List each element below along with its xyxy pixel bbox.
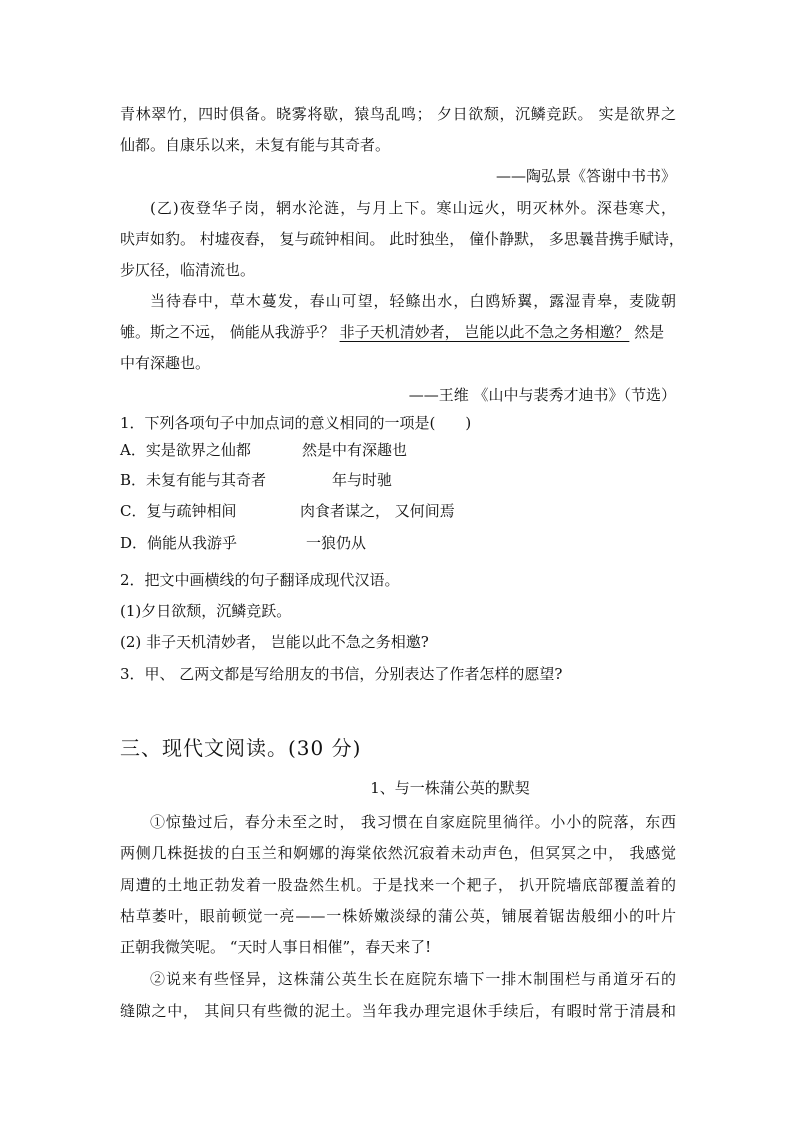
- passage-a-source: ——陶弘景《答谢中书书》: [495, 167, 676, 185]
- question-2-part-2: (2) 非子天机清妙者， 岂能以此不急之务相邀?: [120, 633, 429, 651]
- paragraph-2-line-1: ②说来有些怪异，这株蒲公英生长在庭院东墙下一排木制围栏与甬道牙石的: [150, 970, 676, 988]
- section-3-heading: 三、现代文阅读。(30 分): [120, 736, 362, 760]
- question-1: 1．下列各项句子中加点词的意义相同的一项是( ): [120, 414, 472, 432]
- passage-b-line-5-start: 雊。斯之不远， 倘能从我游乎？: [120, 323, 335, 341]
- paragraph-1-line-5: 正朝我微笑呢。 “天时人事日相催”，春天来了!: [120, 938, 432, 956]
- question-1-option-a: [120, 439, 676, 461]
- option-c-left: C．复与疏钟相间: [120, 502, 237, 520]
- paragraph-1-line-4: 枯草萎叶，眼前顿觉一亮——一株娇嫩淡绿的蒲公英，铺展着锯齿般细小的叶片: [120, 907, 676, 925]
- passage-b-line-4: 当待春中，草木蔓发，春山可望，轻鲦出水，白鸥矫翼，露湿青皋，麦陇朝: [150, 292, 676, 310]
- paragraph-1-line-3: 周遭的土地正勃发着一股盎然生机。于是找来一个耙子， 扒开院墙底部覆盖着的: [120, 876, 676, 894]
- underlined-sentence: 非子天机清妙者， 岂能以此不急之务相邀？: [339, 323, 630, 341]
- passage-b-line-5: [120, 321, 676, 343]
- option-b-left: B．未复有能与其奇者: [120, 471, 267, 489]
- passage-b-line-2: 吠声如豹。 村墟夜舂， 复与疏钟相间。 此时独坐， 僮仆静默， 多思曩昔携手赋诗，: [120, 230, 684, 248]
- question-1-option-d: [120, 532, 676, 554]
- paragraph-1-line-2: 两侧几株挺拔的白玉兰和婀娜的海棠依然沉寂着未动声色，但冥冥之中， 我感觉: [120, 844, 676, 862]
- passage-b-line-3: 步仄径，临清流也。: [120, 261, 256, 279]
- passage-a-line-2: 仙都。自康乐以来，未复有能与其奇者。: [120, 136, 391, 154]
- option-d-right: 一狼仍从: [306, 534, 367, 552]
- question-3: 3．甲、 乙两文都是写给朋友的书信，分别表达了作者怎样的愿望?: [120, 665, 563, 683]
- option-c-right: 肉食者谋之， 又何间焉: [300, 502, 455, 520]
- passage-b-source: ——王维 《山中与裴秀才迪书》（节选）: [408, 386, 676, 404]
- paragraph-1-line-1: ①惊蛰过后，春分未至之时， 我习惯在自家庭院里徜徉。小小的院落，东西: [150, 813, 676, 831]
- passage-a-line-1: 青林翠竹，四时俱备。晓雾将歇，猿鸟乱鸣； 夕日欲颓，沉鳞竞跃。 实是欲界之: [120, 105, 676, 123]
- option-d-left: D．倘能从我游乎: [120, 534, 238, 552]
- question-2-part-1: (1)夕日欲颓，沉鳞竞跃。: [120, 602, 292, 620]
- passage-b-line-6: 中有深趣也。: [120, 354, 211, 372]
- passage-b-line-1: (乙)夜登华子岗，辋水沦涟，与月上下。寒山远火，明灭林外。深巷寒犬，: [150, 199, 676, 217]
- question-2: 2．把文中画横线的句子翻译成现代汉语。: [120, 571, 400, 589]
- option-a-left: A．实是欲界之仙都: [120, 441, 251, 459]
- question-1-option-c: [120, 500, 676, 522]
- passage-b-line-5-end: 然是: [634, 323, 665, 341]
- option-a-right: 然是中有深趣也: [302, 441, 408, 459]
- article-title: 1、与一株蒲公英的默契: [370, 779, 530, 797]
- paragraph-2-line-2: 缝隙之中， 其间只有些微的泥土。当年我办理完退休手续后，有暇时常于清晨和: [120, 1002, 676, 1020]
- question-1-option-b: [120, 469, 676, 491]
- option-b-right: 年与时驰: [332, 471, 393, 489]
